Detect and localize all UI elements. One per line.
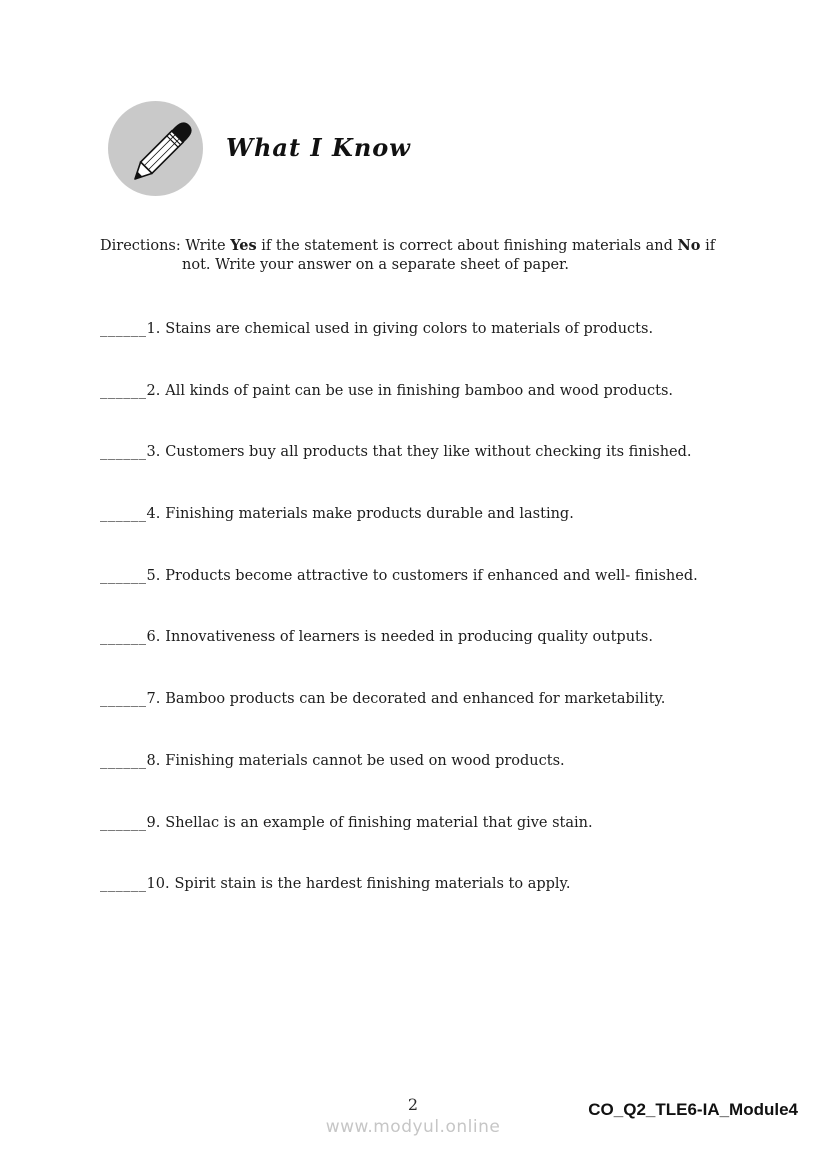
page-title: What I Know [226, 133, 411, 162]
answer-blank: ______ [100, 567, 147, 584]
directions-line-2: not. Write your answer on a separate sheet of paper. [182, 257, 570, 273]
question-text: All kinds of paint can be use in finishing bamboo and wood products. [165, 382, 674, 399]
question-text: Finishing materials make products durable and lasting. [165, 506, 574, 523]
directions-text: Directions: Write [100, 238, 231, 254]
question-number: 7. [146, 691, 161, 708]
module-code: CO_Q2_TLE6-IA_Module4 [588, 1100, 798, 1119]
question-item-6 [100, 629, 698, 646]
question-item-1 [100, 321, 698, 338]
question-item-8 [100, 753, 698, 770]
directions [100, 236, 715, 275]
question-text: Finishing materials cannot be used on wood products. [165, 752, 565, 769]
answer-blank: ______ [100, 382, 147, 399]
answer-blank: ______ [100, 321, 147, 337]
question-number: 6. [146, 629, 161, 646]
question-text: Stains are chemical used in giving colors to materials of products. [165, 321, 654, 337]
question-number: 3. [146, 444, 161, 461]
watermark: www.modyul.online [325, 1117, 501, 1137]
question-text: Products become attractive to customers if enhanced and well- finished. [165, 567, 698, 584]
question-text: Customers buy all products that they like without checking its finished. [165, 444, 692, 461]
answer-blank: ______ [100, 444, 147, 461]
directions-bold-no: No [677, 237, 701, 254]
question-number: 10. [146, 876, 170, 893]
answer-blank: ______ [100, 506, 147, 523]
answer-blank: ______ [100, 691, 147, 708]
question-number: 8. [146, 752, 161, 769]
question-item-3 [100, 444, 698, 461]
question-text: Innovativeness of learners is needed in producing quality outputs. [165, 629, 653, 646]
question-item-2 [100, 383, 698, 400]
question-text: Shellac is an example of finishing material that give stain. [165, 814, 593, 831]
answer-blank: ______ [100, 876, 147, 893]
question-text: Spirit stain is the hardest finishing materials to apply. [174, 876, 571, 893]
directions-text: if [700, 238, 716, 254]
directions-bold-yes: Yes [230, 237, 257, 254]
question-text: Bamboo products can be decorated and enhanced for marketability. [165, 691, 666, 708]
question-number: 4. [146, 506, 161, 523]
directions-text: if the statement is correct about finishing materials and [256, 238, 678, 254]
pencil-icon [108, 101, 203, 196]
question-item-9 [100, 815, 698, 832]
answer-blank: ______ [100, 629, 147, 646]
question-item-10 [100, 876, 698, 893]
question-number: 9. [146, 814, 161, 831]
directions-line-1 [100, 236, 715, 256]
page-number: 2 [407, 1095, 419, 1114]
question-item-5 [100, 568, 698, 585]
question-list [100, 321, 698, 893]
answer-blank: ______ [100, 814, 147, 831]
question-item-7 [100, 691, 698, 708]
answer-blank: ______ [100, 752, 147, 769]
question-number: 2. [146, 382, 161, 399]
question-number: 1. [146, 321, 161, 337]
question-item-4 [100, 506, 698, 523]
question-number: 5. [146, 567, 161, 584]
